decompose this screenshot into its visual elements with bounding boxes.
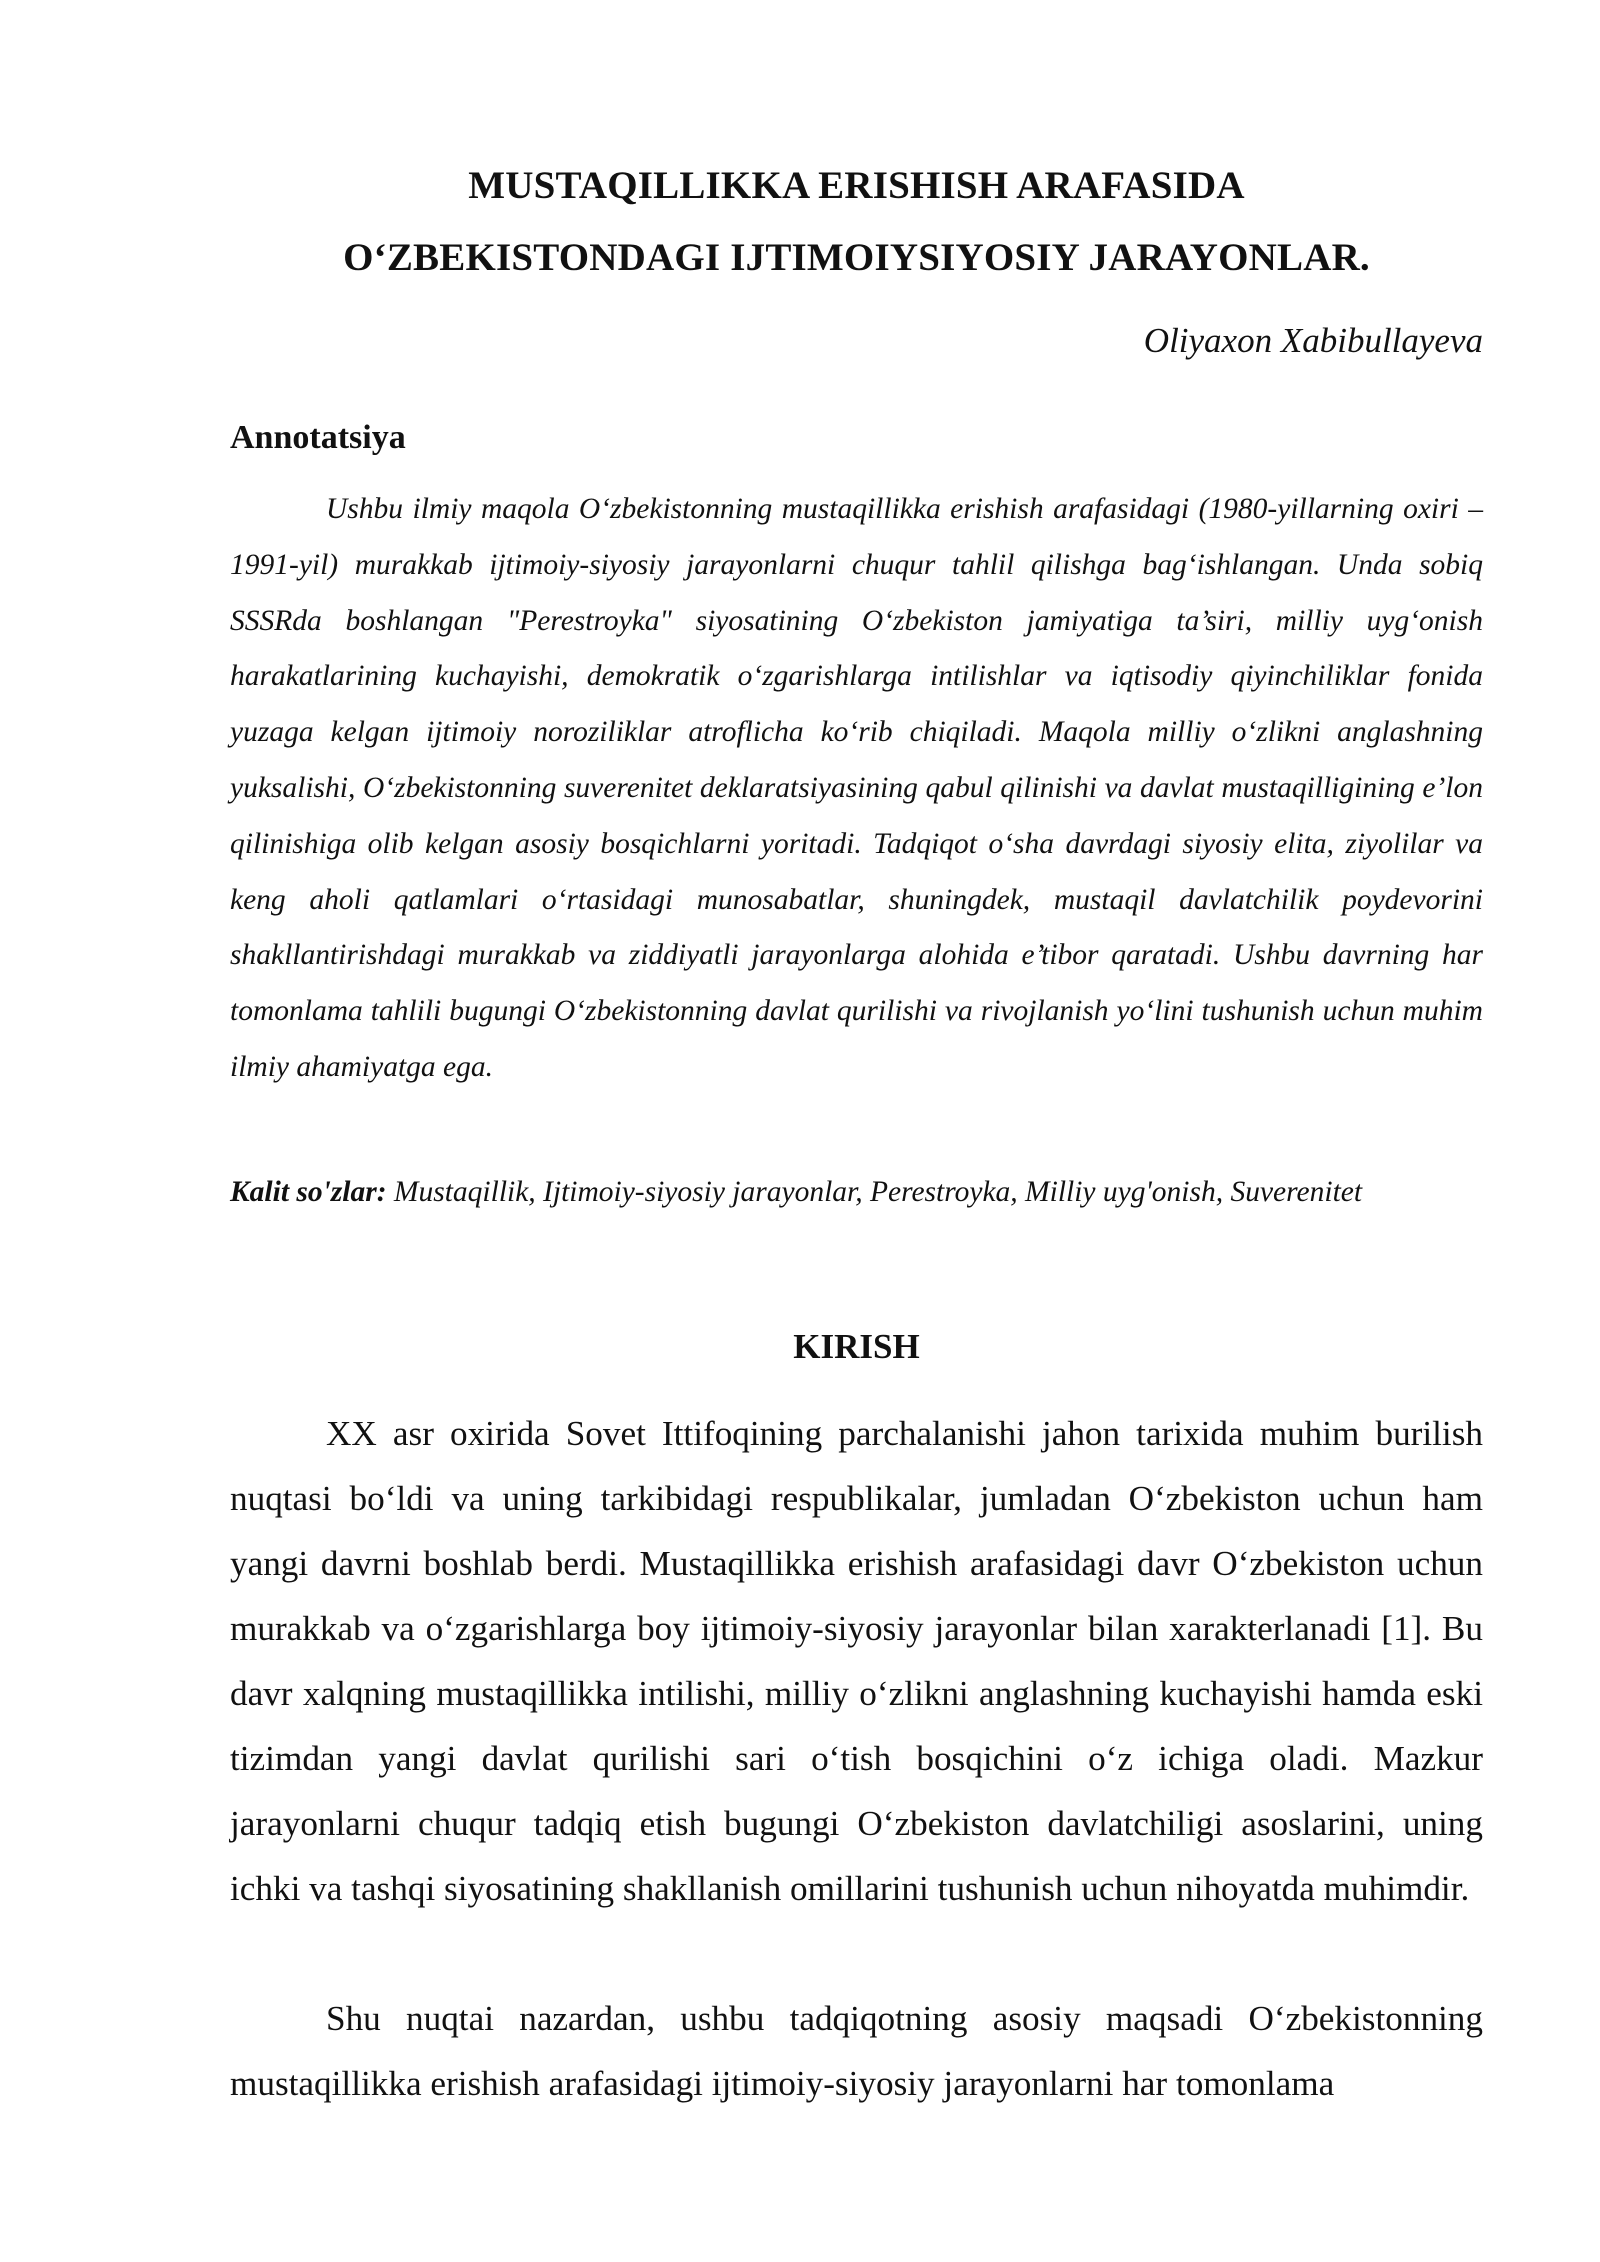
annotation-heading: Annotatsiya (230, 419, 406, 456)
keywords-line (230, 1168, 1490, 1216)
author-name: Oliyaxon Xabibullayeva (1143, 321, 1483, 360)
paper-title-line-2: O‘ZBEKISTONDAGI IJTIMOIYSIYOSIY JARAYONLAR. (343, 236, 1370, 279)
keywords-list: Mustaqillik, Ijtimoiy-siyosiy jarayonlar, Perestroyka, Milliy uyg'onish, Suverenitet (393, 1176, 1363, 1208)
paper-title-line-1: MUSTAQILLIKKA ERISHISH ARAFASIDA (468, 164, 1245, 207)
paper-title (230, 150, 1483, 294)
keywords-label: Kalit so'zlar: (230, 1176, 387, 1208)
abstract-text: Ushbu ilmiy maqola O‘zbekistonning mustaqillikka erishish arafasidagi (1980-yillarning oxiri – 1991-yil) murakkab ijtimoiy-siyosiy jarayonlarni chuqur tahlil qilishga bag‘ishlangan. Unda sobiq SSSRda boshlangan "Perestroyka" siyosatining O‘zbekiston jamiyatiga ta’siri, milliy uyg‘onish harakatlarining kuchayishi, demokratik o‘zgarishlarga intilishlar va iqtisodiy qiyinchiliklar fonida yuzaga kelgan ijtimoiy noroziliklar atroflicha ko‘rib chiqiladi. Maqola milliy o‘zlikni anglashning yuksalishi, O‘zbekistonning suverenitet deklaratsiyasining qabul qilinishi va davlat mustaqilligining e’lon qilinishiga olib kelgan asosiy bosqichlarni yoritadi. Tadqiqot o‘sha davrdagi siyosiy elita, ziyolilar va keng aholi qatlamlari o‘rtasidagi munosabatlar, shuningdek, mustaqil davlatchilik poydevorini shakllantirishdagi murakkab va ziddiyatli jarayonlarga alohida e’tibor qaratadi. Ushbu davrning har tomonlama tahlili bugungi O‘zbekistonning davlat qurilishi va rivojlanish yo‘lini tushunish uchun muhim ilmiy ahamiyatga ega. (230, 493, 1483, 1083)
section-heading-introduction: KIRISH (793, 1327, 920, 1366)
body-paragraph-1: XX asr oxirida Sovet Ittifoqining parchalanishi jahon tarixida muhim burilish nuqtasi bo‘ldi va uning tarkibidagi respublikalar, jumladan O‘zbekiston uchun ham yangi davrni boshlab berdi. Mustaqillikka erishish arafasidagi davr O‘zbekiston uchun murakkab va o‘zgarishlarga boy ijtimoiy-siyosiy jarayonlar bilan xarakterlanadi [1]. Bu davr xalqning mustaqillikka intilishi, milliy o‘zlikni anglashning kuchayishi hamda eski tizimdan yangi davlat qurilishi sari o‘tish bosqichini o‘z ichiga oladi. Mazkur jarayonlarni chuqur tadqiq etish bugungi O‘zbekiston davlatchiligi asoslarini, uning ichki va tashqi siyosatining shakllanish omillarini tushunish uchun nihoyatda muhimdir. (230, 1414, 1483, 1908)
body-paragraph-2: Shu nuqtai nazardan, ushbu tadqiqotning asosiy maqsadi O‘zbekistonning mustaqillikka erishish arafasidagi ijtimoiy-siyosiy jarayonlarni har tomonlama (230, 1999, 1483, 2103)
